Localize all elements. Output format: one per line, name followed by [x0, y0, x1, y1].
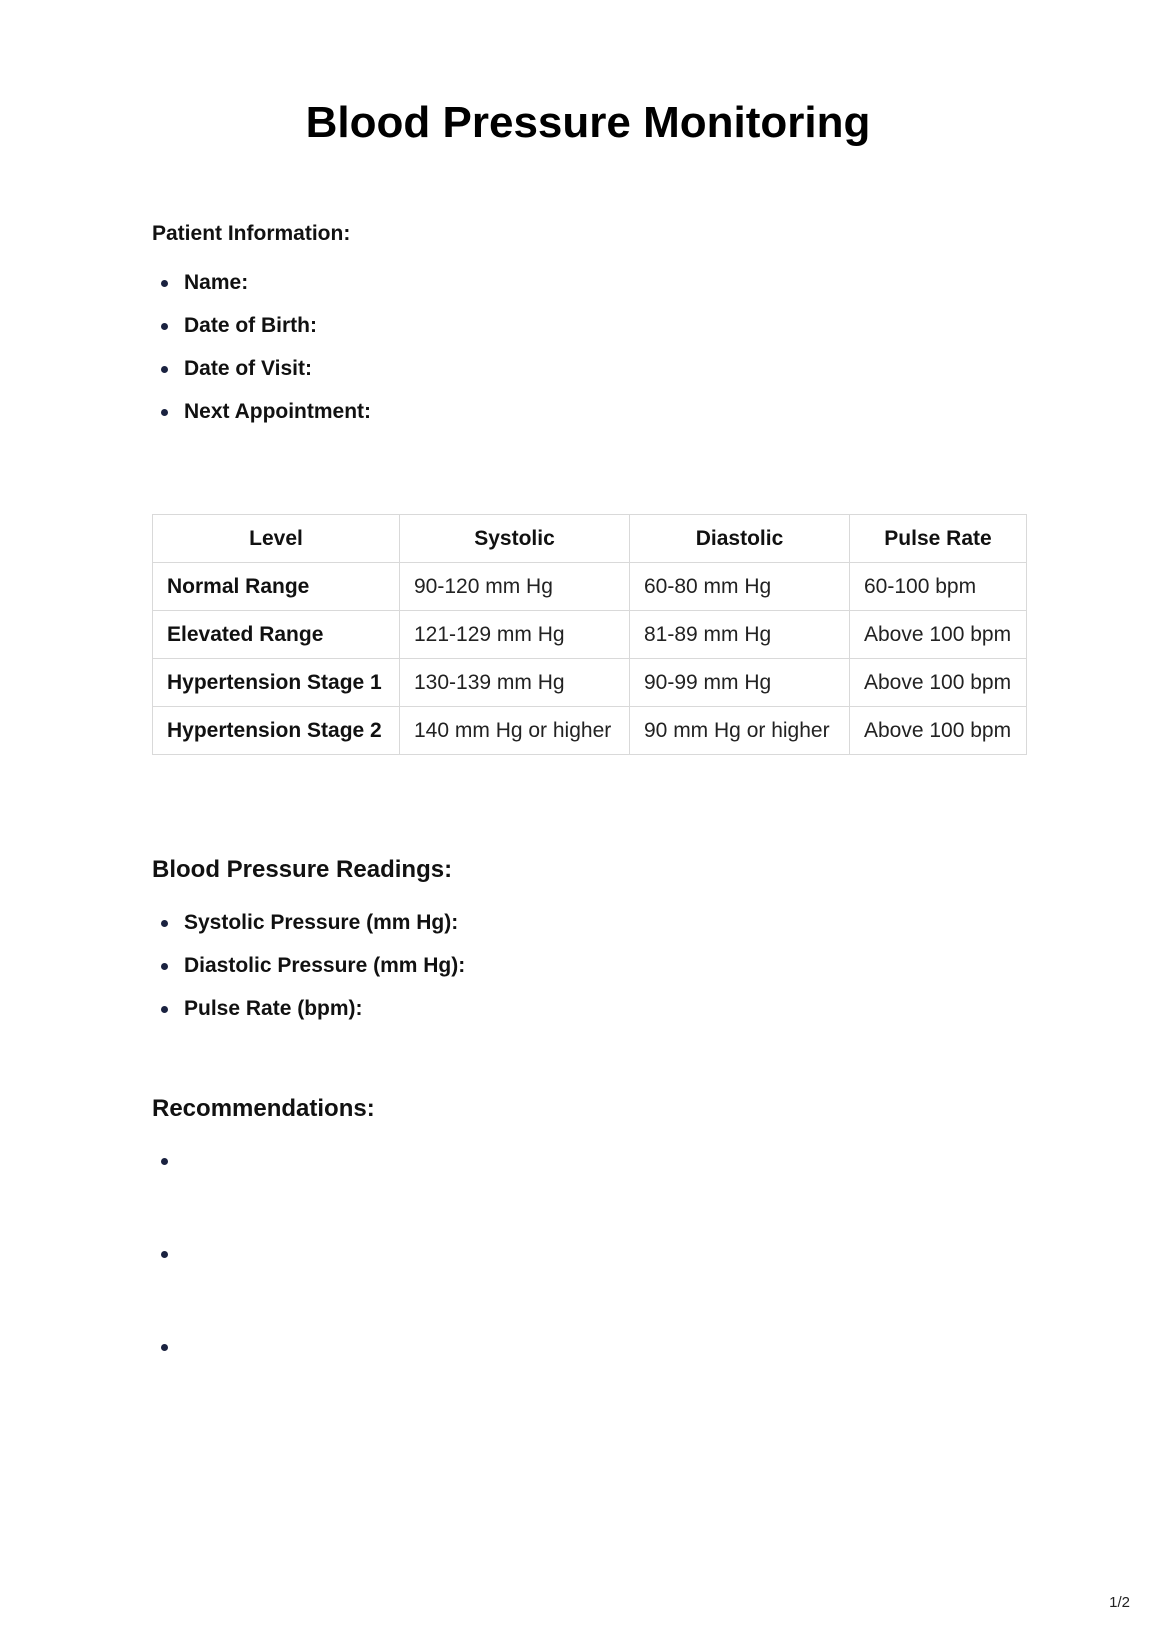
recommendations-list	[152, 1148, 184, 1427]
pulse-rate-cell: Above 100 bpm	[850, 659, 1027, 707]
systolic-cell: 130-139 mm Hg	[400, 659, 630, 707]
column-header-level: Level	[153, 515, 400, 563]
column-header-systolic: Systolic	[400, 515, 630, 563]
pulse-rate-field-label: Pulse Rate (bpm):	[184, 997, 363, 1020]
diastolic-cell: 90-99 mm Hg	[630, 659, 850, 707]
bullet-icon	[161, 920, 168, 927]
list-item	[152, 356, 371, 382]
systolic-cell: 140 mm Hg or higher	[400, 707, 630, 755]
list-item	[152, 1148, 184, 1174]
diastolic-pressure-field-label: Diastolic Pressure (mm Hg):	[184, 954, 466, 977]
blood-pressure-levels-table	[152, 514, 1027, 755]
next-appointment-field-label: Next Appointment:	[184, 400, 372, 423]
bullet-icon	[161, 323, 168, 330]
bullet-icon	[161, 1158, 168, 1165]
table-row	[153, 659, 1027, 707]
level-cell: Hypertension Stage 1	[153, 659, 400, 707]
bullet-icon	[161, 1251, 168, 1258]
pulse-rate-cell: 60-100 bpm	[850, 563, 1027, 611]
page-number: 1/2	[1109, 1594, 1130, 1611]
table-row	[153, 707, 1027, 755]
diastolic-cell: 60-80 mm Hg	[630, 563, 850, 611]
list-item	[152, 270, 371, 296]
column-header-diastolic: Diastolic	[630, 515, 850, 563]
table-row	[153, 611, 1027, 659]
patient-information-list	[152, 270, 371, 442]
bullet-icon	[161, 1006, 168, 1013]
list-item	[152, 910, 465, 936]
systolic-cell: 121-129 mm Hg	[400, 611, 630, 659]
list-item	[152, 1241, 184, 1267]
date-of-birth-field-label: Date of Birth:	[184, 314, 317, 337]
name-field-label: Name:	[184, 271, 249, 294]
blood-pressure-readings-heading: Blood Pressure Readings:	[152, 856, 453, 883]
pulse-rate-cell: Above 100 bpm	[850, 707, 1027, 755]
recommendations-heading: Recommendations:	[152, 1095, 375, 1122]
bullet-icon	[161, 1344, 168, 1351]
list-item	[152, 313, 371, 339]
diastolic-cell: 81-89 mm Hg	[630, 611, 850, 659]
bullet-icon	[161, 963, 168, 970]
level-cell: Normal Range	[153, 563, 400, 611]
bullet-icon	[161, 280, 168, 287]
level-cell: Elevated Range	[153, 611, 400, 659]
column-header-pulse-rate: Pulse Rate	[850, 515, 1027, 563]
blood-pressure-readings-list	[152, 910, 465, 1039]
level-cell: Hypertension Stage 2	[153, 707, 400, 755]
diastolic-cell: 90 mm Hg or higher	[630, 707, 850, 755]
bullet-icon	[161, 409, 168, 416]
table-row	[153, 563, 1027, 611]
pulse-rate-cell: Above 100 bpm	[850, 611, 1027, 659]
patient-information-heading: Patient Information:	[152, 222, 351, 245]
systolic-cell: 90-120 mm Hg	[400, 563, 630, 611]
systolic-pressure-field-label: Systolic Pressure (mm Hg):	[184, 911, 459, 934]
list-item	[152, 953, 465, 979]
list-item	[152, 399, 371, 425]
page-title: Blood Pressure Monitoring	[305, 98, 871, 147]
table-header-row	[153, 515, 1027, 563]
list-item	[152, 1334, 184, 1360]
list-item	[152, 996, 465, 1022]
date-of-visit-field-label: Date of Visit:	[184, 357, 312, 380]
bullet-icon	[161, 366, 168, 373]
